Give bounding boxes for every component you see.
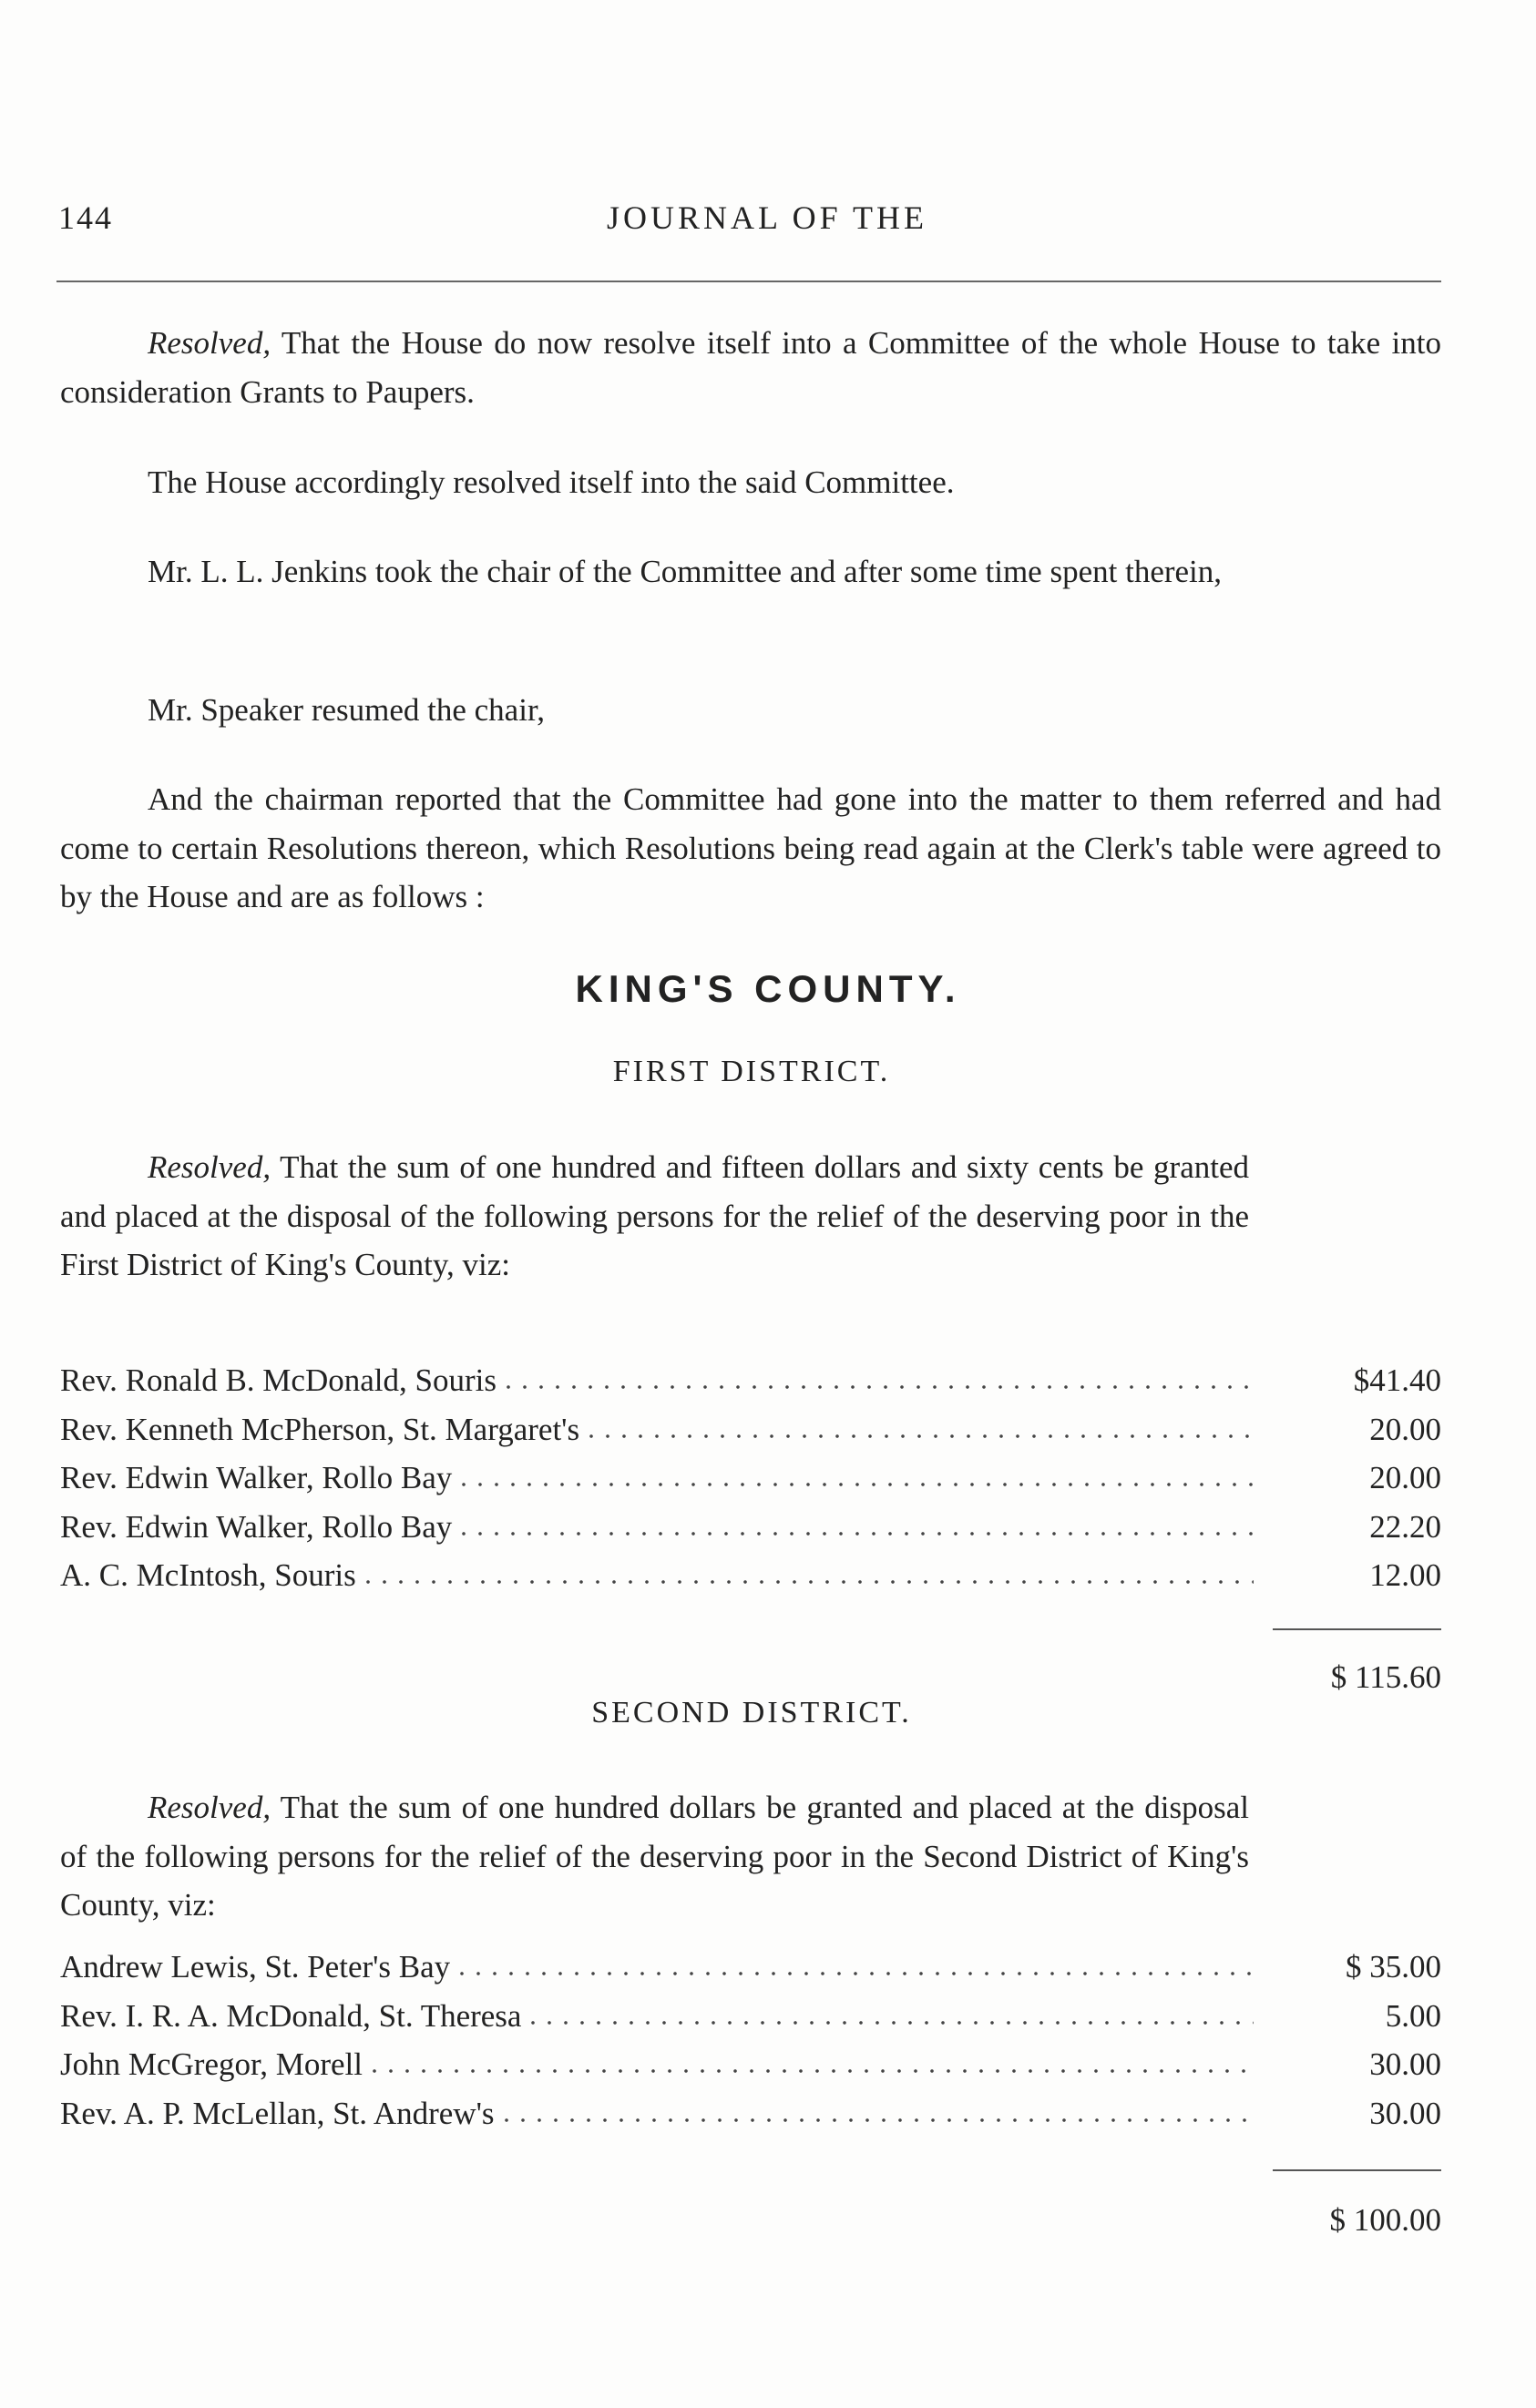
second-district-total: $ 100.00 bbox=[1329, 2202, 1441, 2238]
grant-amount: 20.00 bbox=[1369, 1460, 1441, 1495]
grant-row bbox=[60, 1949, 1441, 1998]
dot-leader bbox=[454, 1970, 1254, 1977]
grant-amount: 30.00 bbox=[1369, 2046, 1441, 2082]
grant-amount: 5.00 bbox=[1385, 1997, 1441, 2034]
grantee-name: Rev. A. P. McLellan, St. Andrew's bbox=[60, 2095, 495, 2131]
grant-amount: $ 35.00 bbox=[1346, 1949, 1441, 1985]
grant-amount: 12.00 bbox=[1369, 1557, 1441, 1593]
dot-leader bbox=[366, 2067, 1254, 2075]
grant-row bbox=[60, 1998, 1441, 2047]
grantee-name: Rev. Kenneth McPherson, St. Margaret's bbox=[60, 1411, 580, 1447]
grant-row bbox=[60, 1557, 1441, 1607]
second-district-heading: SECOND DISTRICT. bbox=[591, 1696, 912, 1729]
page-header bbox=[58, 199, 1476, 253]
paragraph-chair: Mr. L. L. Jenkins took the chair of the Committee and after some time spent therein, bbox=[148, 554, 1223, 589]
paragraph-committee-formed: The House accordingly resolved itself into the said Committee. bbox=[148, 464, 955, 500]
resolution-text: That the sum of one hundred and fifteen dollars and sixty cents be granted and placed at the disposal of the following persons for the relief of the deserving poor in the First District of King's County, viz: bbox=[60, 1149, 1249, 1282]
running-title: JOURNAL OF THE bbox=[606, 199, 927, 236]
dot-leader bbox=[525, 2019, 1254, 2026]
first-district-resolution bbox=[60, 1143, 1249, 1290]
first-district-grants bbox=[60, 1362, 1441, 1607]
grant-row bbox=[60, 2046, 1441, 2096]
resolution-text: That the sum of one hundred dollars be granted and placed at the disposal of the following persons for the relief of the deserving poor in the Second District of King's County, viz: bbox=[60, 1790, 1249, 1923]
first-district-total-rule bbox=[1273, 1628, 1441, 1630]
grantee-name: Rev. I. R. A. McDonald, St. Theresa bbox=[60, 1997, 522, 2034]
paragraph-speaker: Mr. Speaker resumed the chair, bbox=[148, 692, 545, 728]
dot-leader bbox=[500, 1383, 1254, 1391]
second-district-grants bbox=[60, 1949, 1441, 2144]
grant-amount: 30.00 bbox=[1369, 2095, 1441, 2131]
grantee-name: Andrew Lewis, St. Peter's Bay bbox=[60, 1949, 451, 1985]
grantee-name: John McGregor, Morell bbox=[60, 2046, 364, 2082]
header-rule bbox=[56, 281, 1441, 282]
grant-amount: $41.40 bbox=[1353, 1362, 1441, 1398]
county-title: KING'S COUNTY. bbox=[575, 967, 961, 1010]
grantee-name: Rev. Edwin Walker, Rollo Bay bbox=[60, 1460, 453, 1495]
page-number: 144 bbox=[58, 199, 113, 236]
first-district-total: $ 115.60 bbox=[1330, 1659, 1441, 1695]
committee-resolution bbox=[60, 319, 1441, 416]
paragraph-report: And the chairman reported that the Committee had gone into the matter to them referred and had come to certain Resolutions thereon, which Resolutions being read again at the Clerk's table were agreed to by the House and are as follows : bbox=[60, 781, 1441, 914]
grant-row bbox=[60, 1362, 1441, 1412]
grant-row bbox=[60, 1509, 1441, 1558]
grant-row bbox=[60, 1460, 1441, 1509]
first-district-heading: FIRST DISTRICT. bbox=[612, 1055, 891, 1088]
resolved-label: Resolved, bbox=[148, 1790, 271, 1825]
grantee-name: Rev. Edwin Walker, Rollo Bay bbox=[60, 1508, 453, 1545]
grant-row bbox=[60, 1412, 1441, 1461]
second-district-resolution bbox=[60, 1783, 1249, 1930]
grant-row bbox=[60, 2096, 1441, 2145]
grantee-name: Rev. Ronald B. McDonald, Souris bbox=[60, 1362, 497, 1398]
dot-leader bbox=[456, 1481, 1254, 1488]
dot-leader bbox=[456, 1530, 1254, 1537]
resolution-text: That the House do now resolve itself into a Committee of the whole House to take into consideration Grants to Paupers. bbox=[60, 325, 1441, 410]
dot-leader bbox=[498, 2117, 1254, 2124]
resolved-label: Resolved, bbox=[148, 325, 271, 361]
grant-amount: 20.00 bbox=[1369, 1411, 1441, 1447]
grantee-name: A. C. McIntosh, Souris bbox=[60, 1557, 356, 1593]
dot-leader bbox=[360, 1578, 1254, 1586]
dot-leader bbox=[583, 1433, 1254, 1440]
second-district-total-rule bbox=[1273, 2169, 1441, 2171]
resolved-label: Resolved, bbox=[148, 1149, 271, 1185]
grant-amount: 22.20 bbox=[1369, 1508, 1441, 1545]
